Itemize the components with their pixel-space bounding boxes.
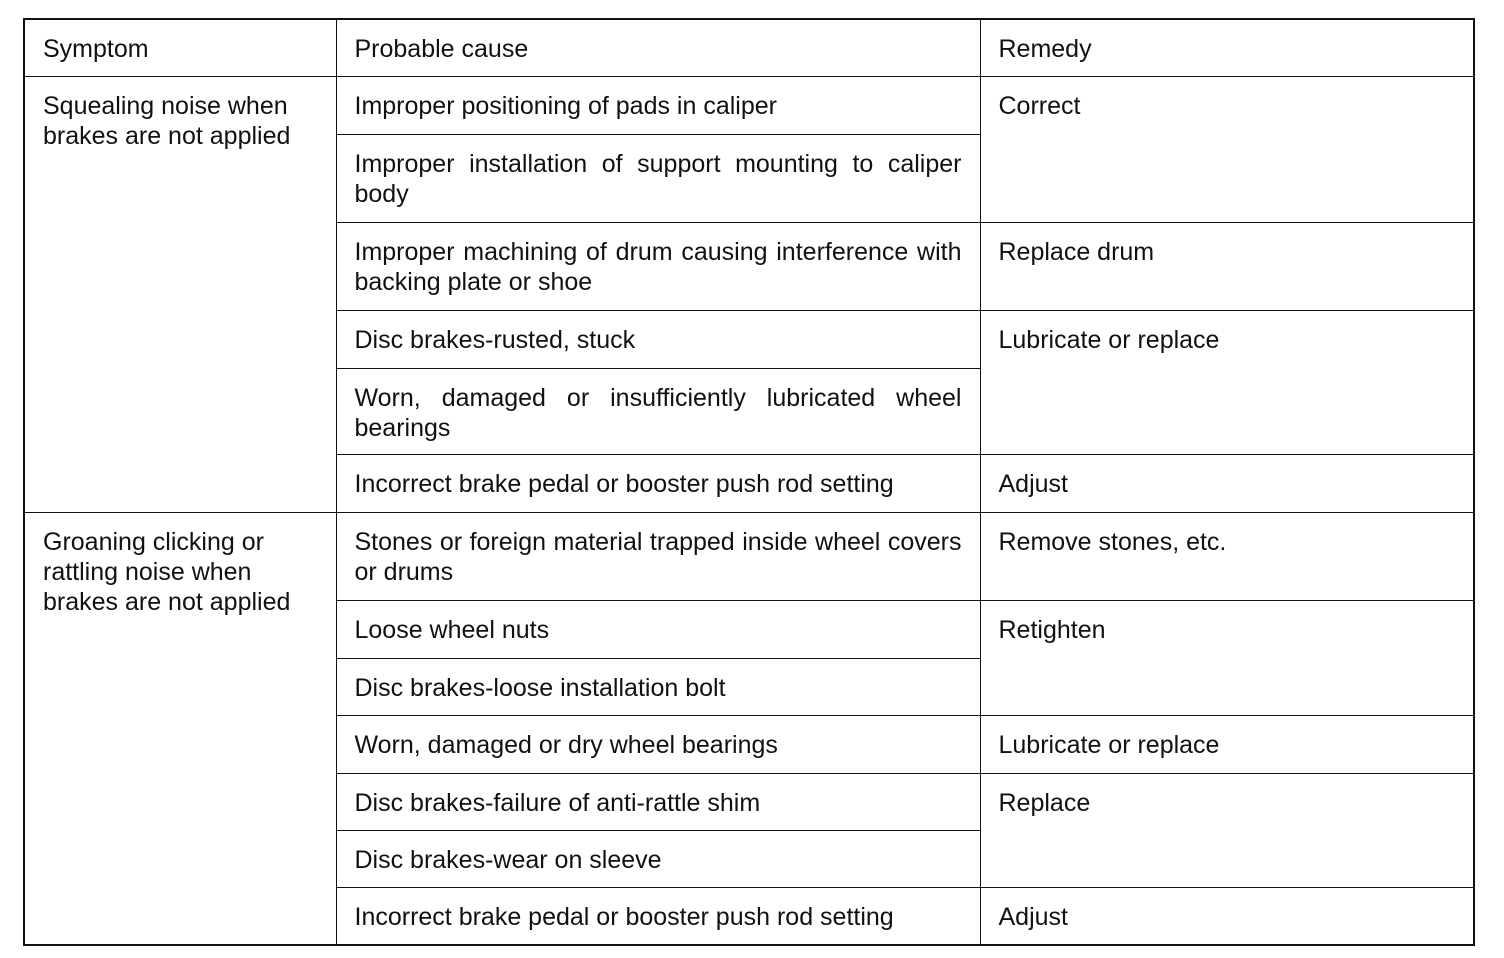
header-probable-cause: Probable cause [336,19,980,76]
table-row [24,76,1474,134]
header-row [24,19,1474,76]
remedy-cell: Lubricate or replace [980,715,1474,773]
cause-cell: Worn, damaged or dry wheel bearings [336,715,980,773]
cause-cell: Disc brakes-wear on sleeve [336,830,980,887]
remedy-cell: Remove stones, etc. [980,512,1474,600]
remedy-cell: Replace drum [980,222,1474,310]
cause-cell: Improper machining of drum causing interference with backing plate or shoe [336,222,980,310]
cause-cell: Disc brakes-loose installation bolt [336,658,980,715]
remedy-cell: Retighten [980,600,1474,715]
table-row [24,512,1474,600]
remedy-cell: Adjust [980,887,1474,945]
remedy-cell: Correct [980,76,1474,222]
cause-cell: Stones or foreign material trapped inside wheel covers or drums [336,512,980,600]
cause-cell: Worn, damaged or insufficiently lubricated wheel bearings [336,368,980,454]
cause-cell: Disc brakes-failure of anti-rattle shim [336,773,980,830]
symptom-cell: Groaning clicking or rattling noise when brakes are not applied [24,512,336,945]
header-symptom: Symptom [24,19,336,76]
remedy-cell: Replace [980,773,1474,887]
remedy-cell: Adjust [980,454,1474,512]
cause-cell: Improper installation of support mounting to caliper body [336,134,980,222]
cause-cell: Disc brakes-rusted, stuck [336,310,980,368]
troubleshooting-table [23,18,1475,946]
symptom-cell: Squealing noise when brakes are not applied [24,76,336,512]
cause-cell: Loose wheel nuts [336,600,980,658]
cause-cell: Improper positioning of pads in caliper [336,76,980,134]
header-remedy: Remedy [980,19,1474,76]
remedy-cell: Lubricate or replace [980,310,1474,454]
cause-cell: Incorrect brake pedal or booster push rod setting [336,887,980,945]
cause-cell: Incorrect brake pedal or booster push rod setting [336,454,980,512]
